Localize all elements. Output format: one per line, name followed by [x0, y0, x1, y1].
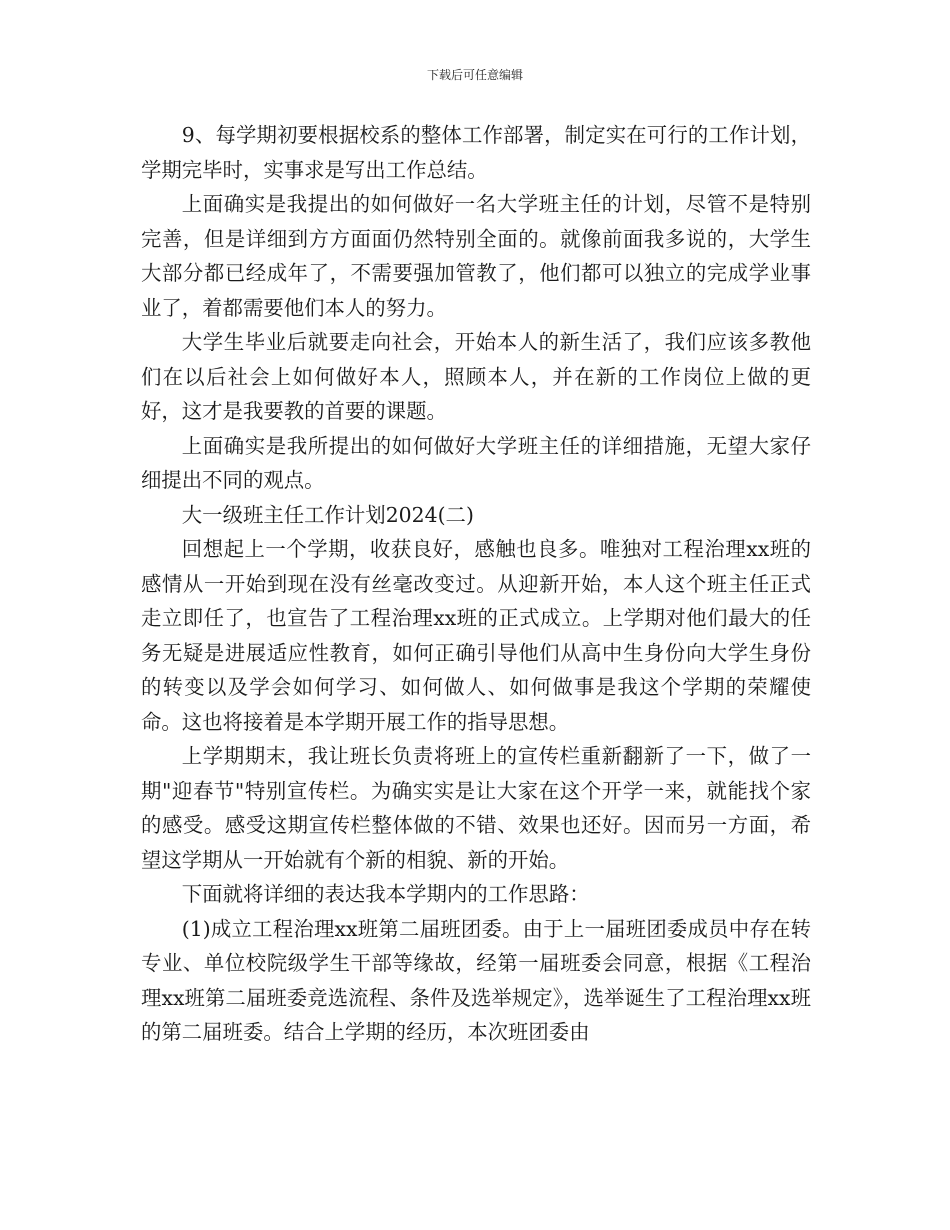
- paragraph-plan-item-9: 9、每学期初要根据校系的整体工作部署，制定实在可行的工作计划，学期完毕时，实事求是写出工作总结。: [141, 123, 811, 182]
- paragraph-closing: 上面确实是我所提出的如何做好大学班主任的详细措施，无望大家仔细提出不同的观点。: [141, 433, 811, 492]
- document-body: [141, 118, 811, 1050]
- page-header: 下载后可任意编辑: [426, 68, 523, 82]
- paragraph-graduation: 大学生毕业后就要走向社会，开始本人的新生活了，我们应该多教他们在以后社会上如何做好本人，照顾本人，并在新的工作岗位上做的更好，这才是我要教的首要的课题。: [141, 330, 811, 423]
- paragraph-review: 回想起上一个学期，收获良好，感触也良多。唯独对工程治理xx班的感情从一开始到现在没有丝毫改变过。从迎新开始，本人这个班主任正式走立即任了，也宣告了工程治理xx班的正式成立。上学期对他们最大的任务无疑是进展适应性教育，如何正确引导他们从高中生身份向大学生身份的转变以及学会如何学习、如何做人、如何做事是我这个学期的荣耀使命。这也将接着是本学期开展工作的指导思想。: [141, 537, 811, 734]
- paragraph-plan-summary: 上面确实是我提出的如何做好一名大学班主任的计划，尽管不是特别完善，但是详细到方方面面仍然特别全面的。就像前面我多说的，大学生大部分都已经成年了，不需要强加管教了，他们都可以独立的完成学业事业了，着都需要他们本人的努力。: [141, 192, 811, 320]
- paragraph-committee: (1)成立工程治理xx班第二届班团委。由于上一届班团委成员中存在转专业、单位校院级学生干部等缘故，经第一届班委会同意，根据《工程治理xx班第二届班委竞选流程、条件及选举规定》，选举诞生了工程治理xx班的第二届班委。结合上学期的经历，本次班团委由: [141, 916, 811, 1044]
- paragraph-work-ideas-intro: 下面就将详细的表达我本学期内的工作思路：: [181, 882, 590, 906]
- paragraph-bulletin-board: 上学期期末，我让班长负责将班上的宣传栏重新翻新了一下，做了一期"迎春节"特别宣传栏。为确实实是让大家在这个开学一来，就能找个家的感受。感受这期宣传栏整体做的不错、效果也还好。因而另一方面，希望这学期从一开始就有个新的相貌、新的开始。: [141, 744, 811, 872]
- section-heading: 大一级班主任工作计划2024(二): [181, 502, 474, 527]
